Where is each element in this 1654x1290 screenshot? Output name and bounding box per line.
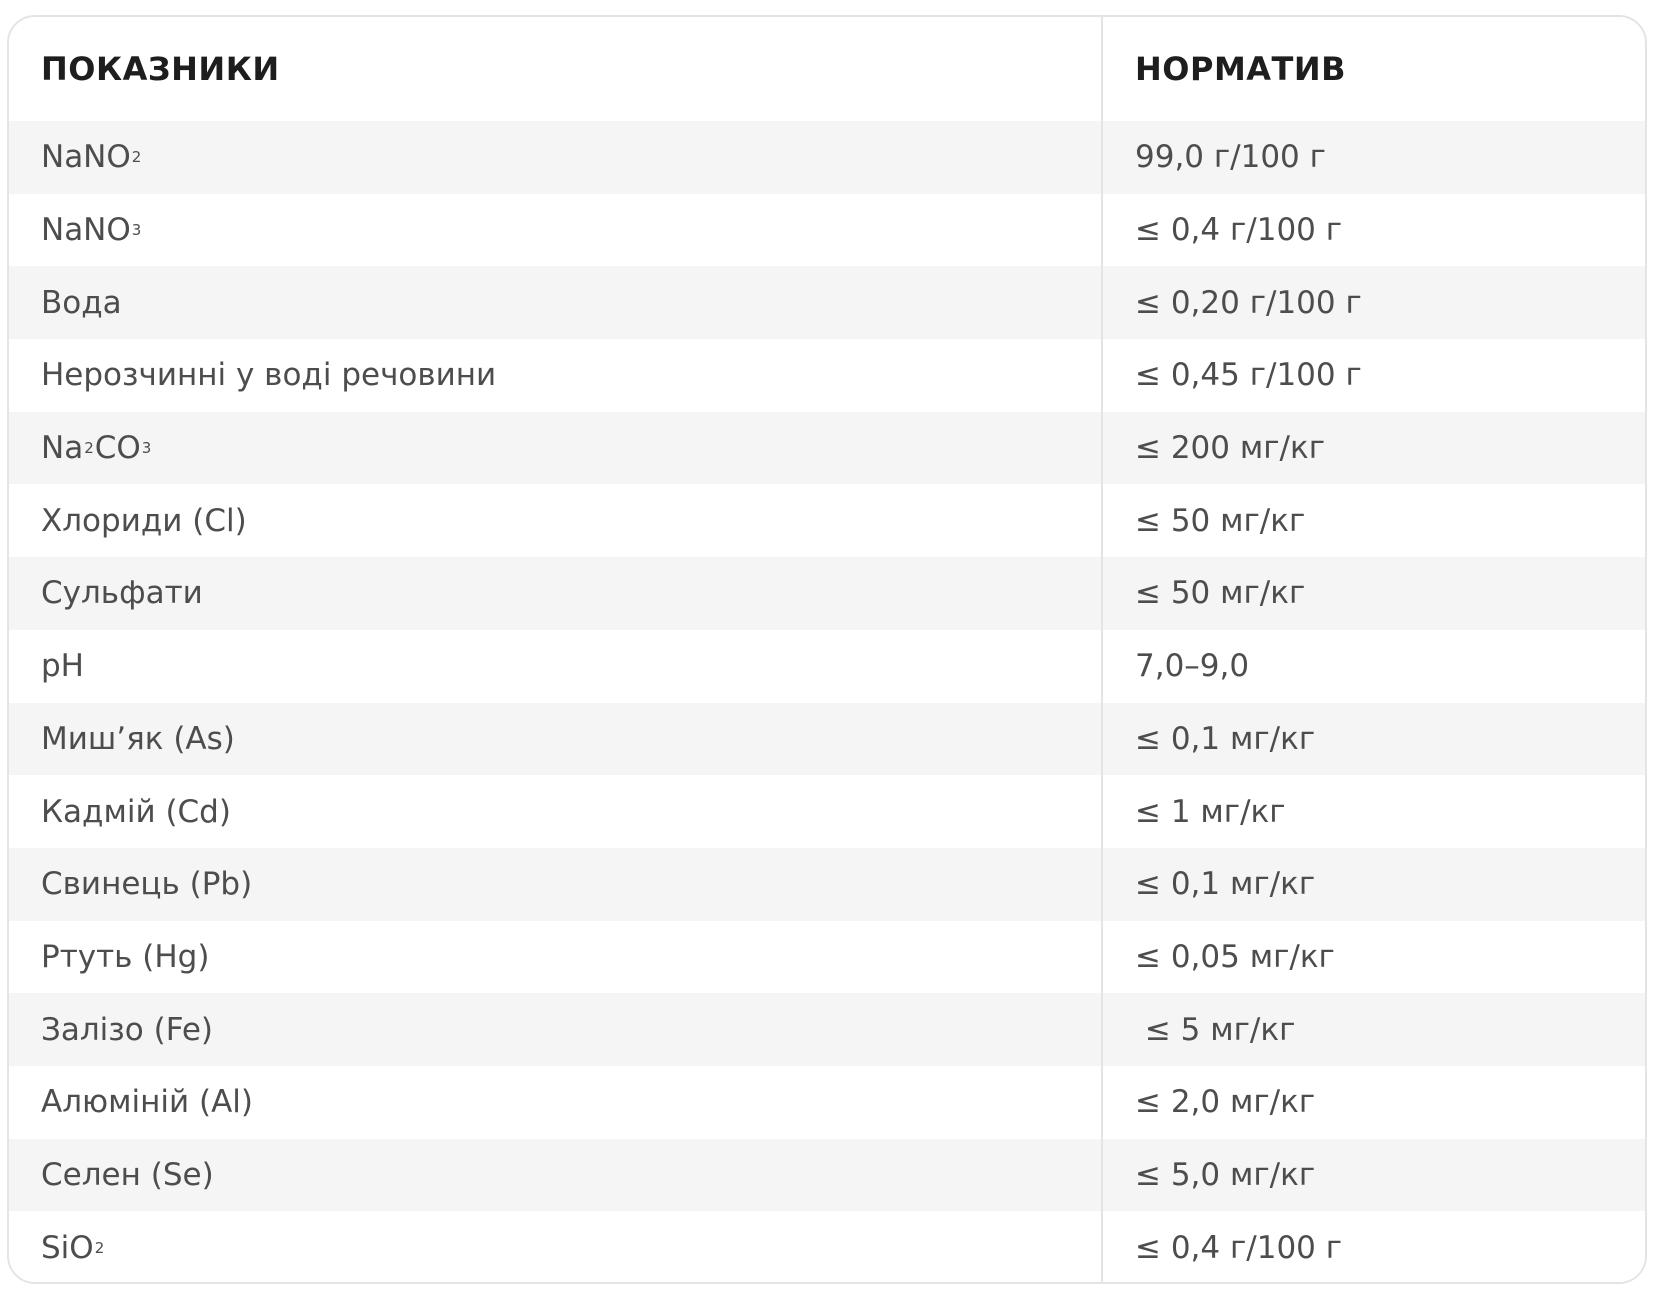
indicator-text: Кадмій (Cd) (41, 793, 231, 830)
indicator-cell (41, 484, 247, 557)
indicator-cell: NaNO 2 (41, 139, 142, 176)
norm-cell: ≤ 0,4 г/100 г (1135, 1229, 1343, 1266)
header-indicator: ПОКАЗНИКИ (41, 50, 280, 88)
norm-cell: ≤ 0,1 мг/кг (1135, 720, 1316, 757)
indicator-text: pH (41, 648, 84, 685)
indicator-cell: SiO 2 (41, 1229, 105, 1266)
indicator-text: NaNO (41, 139, 131, 176)
indicator-cell (41, 339, 496, 412)
indicator-text: Залізо (Fe) (41, 1011, 213, 1048)
spec-table (7, 15, 1647, 1284)
column-divider (1101, 17, 1103, 1282)
indicator-text: Селен (Se) (41, 1156, 214, 1193)
table-row (9, 121, 1645, 194)
table-row (9, 921, 1645, 994)
norm-cell: ≤ 5,0 мг/кг (1135, 1156, 1316, 1193)
indicator-text: Нерозчинні у воді речовини (41, 357, 497, 394)
indicator-text: Миш’як (As) (41, 720, 235, 757)
norm-cell: 7,0–9,0 (1135, 648, 1250, 685)
norm-cell: ≤ 0,05 мг/кг (1135, 938, 1335, 975)
table-row (9, 703, 1645, 776)
indicator-text: Вода (41, 284, 122, 321)
indicator-cell (41, 266, 122, 339)
indicator-text: CO (94, 430, 141, 467)
norm-cell: ≤ 0,20 г/100 г (1135, 284, 1362, 321)
norm-cell: ≤ 2,0 мг/кг (1135, 1084, 1316, 1121)
table-row (9, 266, 1645, 339)
table-row (9, 557, 1645, 630)
table-header-row (9, 17, 1645, 121)
table-row (9, 412, 1645, 485)
indicator-cell (41, 775, 231, 848)
norm-cell: ≤ 50 мг/кг (1135, 575, 1306, 612)
indicator-cell (41, 921, 209, 994)
table-body (9, 121, 1645, 1284)
indicator-text: Ртуть (Hg) (41, 938, 210, 975)
header-norm: НОРМАТИВ (1135, 50, 1347, 88)
table-row (9, 194, 1645, 267)
indicator-cell: NaNO 3 (41, 212, 142, 249)
indicator-text: Хлориди (Cl) (41, 502, 247, 539)
table-row (9, 775, 1645, 848)
table-row (9, 339, 1645, 412)
indicator-text: Na (41, 430, 84, 467)
indicator-text: NaNO (41, 212, 131, 249)
indicator-text: Свинець (Pb) (41, 866, 253, 903)
table-row (9, 1211, 1645, 1284)
indicator-text: SiO (41, 1229, 94, 1266)
indicator-cell (41, 630, 84, 703)
indicator-cell (41, 848, 252, 921)
table-row (9, 1066, 1645, 1139)
norm-cell: ≤ 0,4 г/100 г (1135, 212, 1343, 249)
norm-cell: ≤ 1 мг/кг (1135, 793, 1286, 830)
indicator-cell (41, 993, 213, 1066)
norm-cell: ≤ 200 мг/кг (1135, 430, 1325, 467)
norm-cell: 99,0 г/100 г (1135, 139, 1326, 176)
norm-cell: ≤ 5 мг/кг (1135, 1011, 1296, 1048)
indicator-text: Алюміній (Al) (41, 1084, 254, 1121)
indicator-cell (41, 1066, 253, 1139)
indicator-cell (41, 703, 235, 776)
table-row (9, 993, 1645, 1066)
indicator-cell: Na 2 CO 3 (41, 430, 152, 467)
norm-cell: ≤ 0,45 г/100 г (1135, 357, 1362, 394)
table-row (9, 848, 1645, 921)
indicator-cell (41, 557, 203, 630)
table-row (9, 484, 1645, 557)
table-row (9, 1139, 1645, 1212)
indicator-text: Сульфати (41, 575, 203, 612)
norm-cell: ≤ 50 мг/кг (1135, 502, 1306, 539)
table-row (9, 630, 1645, 703)
norm-cell: ≤ 0,1 мг/кг (1135, 866, 1316, 903)
indicator-cell (41, 1139, 214, 1212)
